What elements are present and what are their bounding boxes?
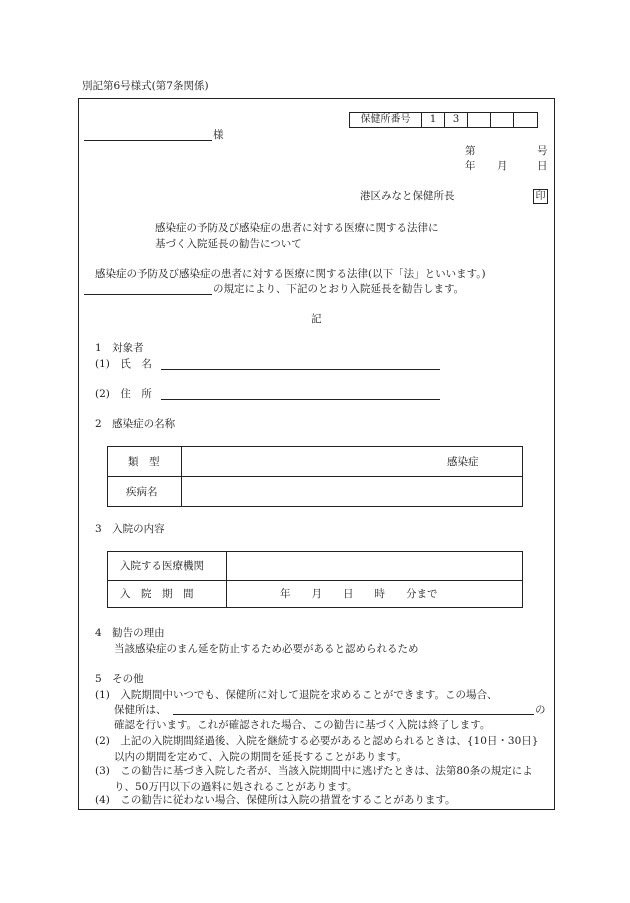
other-item-1-line-3: 確認を行います。これが確認された場合、この勧告に基づく入院は終了します。 (114, 719, 491, 731)
date-day: 日 (537, 160, 548, 172)
disease-name-input[interactable] (183, 478, 521, 506)
form-label: 別記第6号様式(第7条関係) (82, 80, 209, 92)
title-line-2: 基づく入院延長の勧告について (155, 238, 302, 250)
health-center-digit[interactable] (513, 112, 538, 128)
health-center-number-label: 保健所番号 (349, 112, 422, 128)
table-divider (107, 476, 523, 477)
date-year: 年 (465, 160, 476, 172)
section1-heading: 1 対象者 (95, 342, 144, 354)
institution-input[interactable] (228, 552, 521, 579)
name-field[interactable] (161, 369, 440, 370)
health-center-digit[interactable]: 1 (421, 112, 445, 128)
health-center-digit[interactable]: 3 (444, 112, 468, 128)
section2-heading: 2 感染症の名称 (95, 418, 176, 430)
section3-heading: 3 入院の内容 (95, 523, 165, 535)
title-line-1: 感染症の予防及び感染症の患者に対する医療に関する法律に (155, 222, 439, 234)
doc-number-prefix: 第 (465, 145, 476, 157)
other-item-2: (2) 上記の入院期間経過後、入院を継続する必要があると認められるときは、{10日・30日} 以内の期間を定めて、入院の期間を延長することがあります。 (95, 735, 539, 763)
type-suffix: 感染症 (447, 456, 479, 468)
intro-line-1: 感染症の予防及び感染症の患者に対する医療に関する法律(以下「法」といいます。) (95, 268, 486, 280)
other-item-1-suffix: の (535, 704, 546, 716)
addressee-field[interactable] (84, 140, 212, 141)
issuer-name: 港区みなと保健所長 (360, 190, 455, 202)
doc-number-suffix: 号 (537, 145, 548, 157)
address-label: (2) 住 所 (95, 388, 152, 400)
period-label: 入 院 期 間 (120, 588, 194, 600)
law-article-field[interactable] (84, 294, 212, 295)
table-divider (107, 580, 523, 581)
addressee-suffix: 様 (213, 129, 224, 141)
section5-heading: 5 その他 (95, 673, 144, 685)
name-label: (1) 氏 名 (95, 358, 152, 370)
health-center-digit[interactable] (490, 112, 514, 128)
disease-name-label: 疾病名 (126, 486, 158, 498)
ki-heading: 記 (311, 313, 322, 325)
reason-text: 当該感染症のまん延を防止するため必要があると認められるため (114, 643, 419, 655)
other-item-3: (3) この勧告に基づき入院した者が、当該入院期間中に逃げたときは、法第80条の規定により、50万円以下の過料に処されることがあります。 (95, 765, 533, 793)
date-month: 月 (497, 160, 508, 172)
intro-line-2: の規定により、下記のとおり入院延長を勧告します。 (213, 283, 465, 295)
institution-label: 入院する医療機関 (120, 560, 204, 572)
other-item-1-line-1: (1) 入院期間中いつでも、保健所に対して退院を求めることができます。この場合、 (95, 689, 498, 701)
section4-heading: 4 勧告の理由 (95, 627, 165, 639)
period-value: 年 月 日 時 分まで (280, 588, 438, 600)
address-field[interactable] (161, 399, 440, 400)
release-condition-field[interactable] (173, 714, 534, 715)
other-item-4: (4) この勧告に従わない場合、保健所は入院の措置をすることがあります。 (95, 794, 456, 806)
type-label: 類 型 (128, 456, 160, 468)
health-center-digit[interactable] (467, 112, 491, 128)
seal-stamp: 印 (533, 189, 548, 204)
type-input[interactable] (183, 447, 413, 475)
other-item-1-prefix: 保健所は、 (114, 704, 167, 716)
